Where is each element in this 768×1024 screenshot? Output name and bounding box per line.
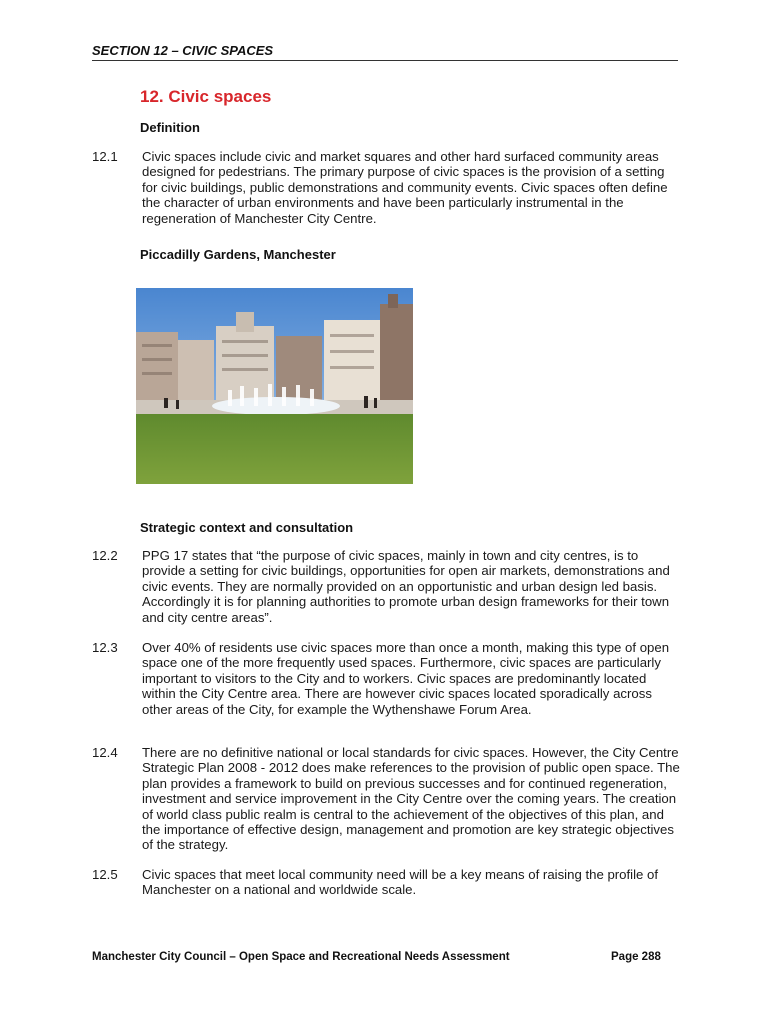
paragraph-text: Civic spaces include civic and market squares and other hard surfaced community areas designed for pedestrians. The primary purpose of civic spaces is the provision of a setting for civic buildings, public demonstrations and community events. Civic spaces often define the character of urban environments and have been particularly instrumental in the regeneration of Manchester City Centre. [142, 149, 668, 226]
paragraph-number: 12.1 [92, 149, 118, 164]
footer-page-number: Page 288 [611, 951, 661, 963]
paragraph-number: 12.4 [92, 745, 118, 760]
paragraph-12-3 [92, 640, 682, 717]
paragraph-text: Over 40% of residents use civic spaces more than once a month, making this type of open space one of the more frequently used spaces. Furthermore, civic spaces are particularly important to visitors to the City and to workers. Civic spaces are predominantly located within the City Centre area. There are however civic spaces located sporadically across other areas of the City, for example the Wythenshawe Forum Area. [142, 640, 670, 717]
paragraph-text: PPG 17 states that “the purpose of civic spaces, mainly in town and city centres, is to provide a setting for civic buildings, opportunities for open air markets, demonstrations and civic events. They are normally provided on an opportunistic and urban design led basis. Accordingly it is for planning authorities to promote urban design frameworks for their town and city centre areas”. [142, 548, 670, 625]
paragraph-12-2 [92, 548, 682, 625]
paragraph-text: There are no definitive national or local standards for civic spaces. However, the City Centre Strategic Plan 2008 - 2012 does make references to the provision of public open space. The plan provides a framework to build on previous successes and for continued regeneration, investment and service improvement in the City Centre over the coming years. The creation of world class public realm is central to the achievement of the objectives of this plan, and the importance of effective design, management and promotion are key strategic objectives of the strategy. [142, 745, 680, 853]
paragraph-number: 12.3 [92, 640, 118, 655]
paragraph-text: Civic spaces that meet local community need will be a key means of raising the profile of Manchester on a national and worldwide scale. [142, 867, 659, 898]
section-header: SECTION 12 – CIVIC SPACES [92, 43, 274, 58]
footer-document-title: Manchester City Council – Open Space and Recreational Needs Assessment [92, 951, 510, 963]
paragraph-12-4 [92, 745, 682, 853]
header-divider [92, 60, 678, 61]
paragraph-12-1 [92, 149, 682, 226]
paragraph-number: 12.2 [92, 548, 118, 563]
strategic-heading: Strategic context and consultation [140, 520, 354, 535]
piccadilly-gardens-photo [136, 288, 413, 484]
definition-heading: Definition [140, 120, 200, 135]
paragraph-number: 12.5 [92, 867, 118, 882]
paragraph-12-5 [92, 867, 682, 898]
photo-caption: Piccadilly Gardens, Manchester [140, 247, 336, 262]
page-title: 12. Civic spaces [140, 87, 272, 106]
